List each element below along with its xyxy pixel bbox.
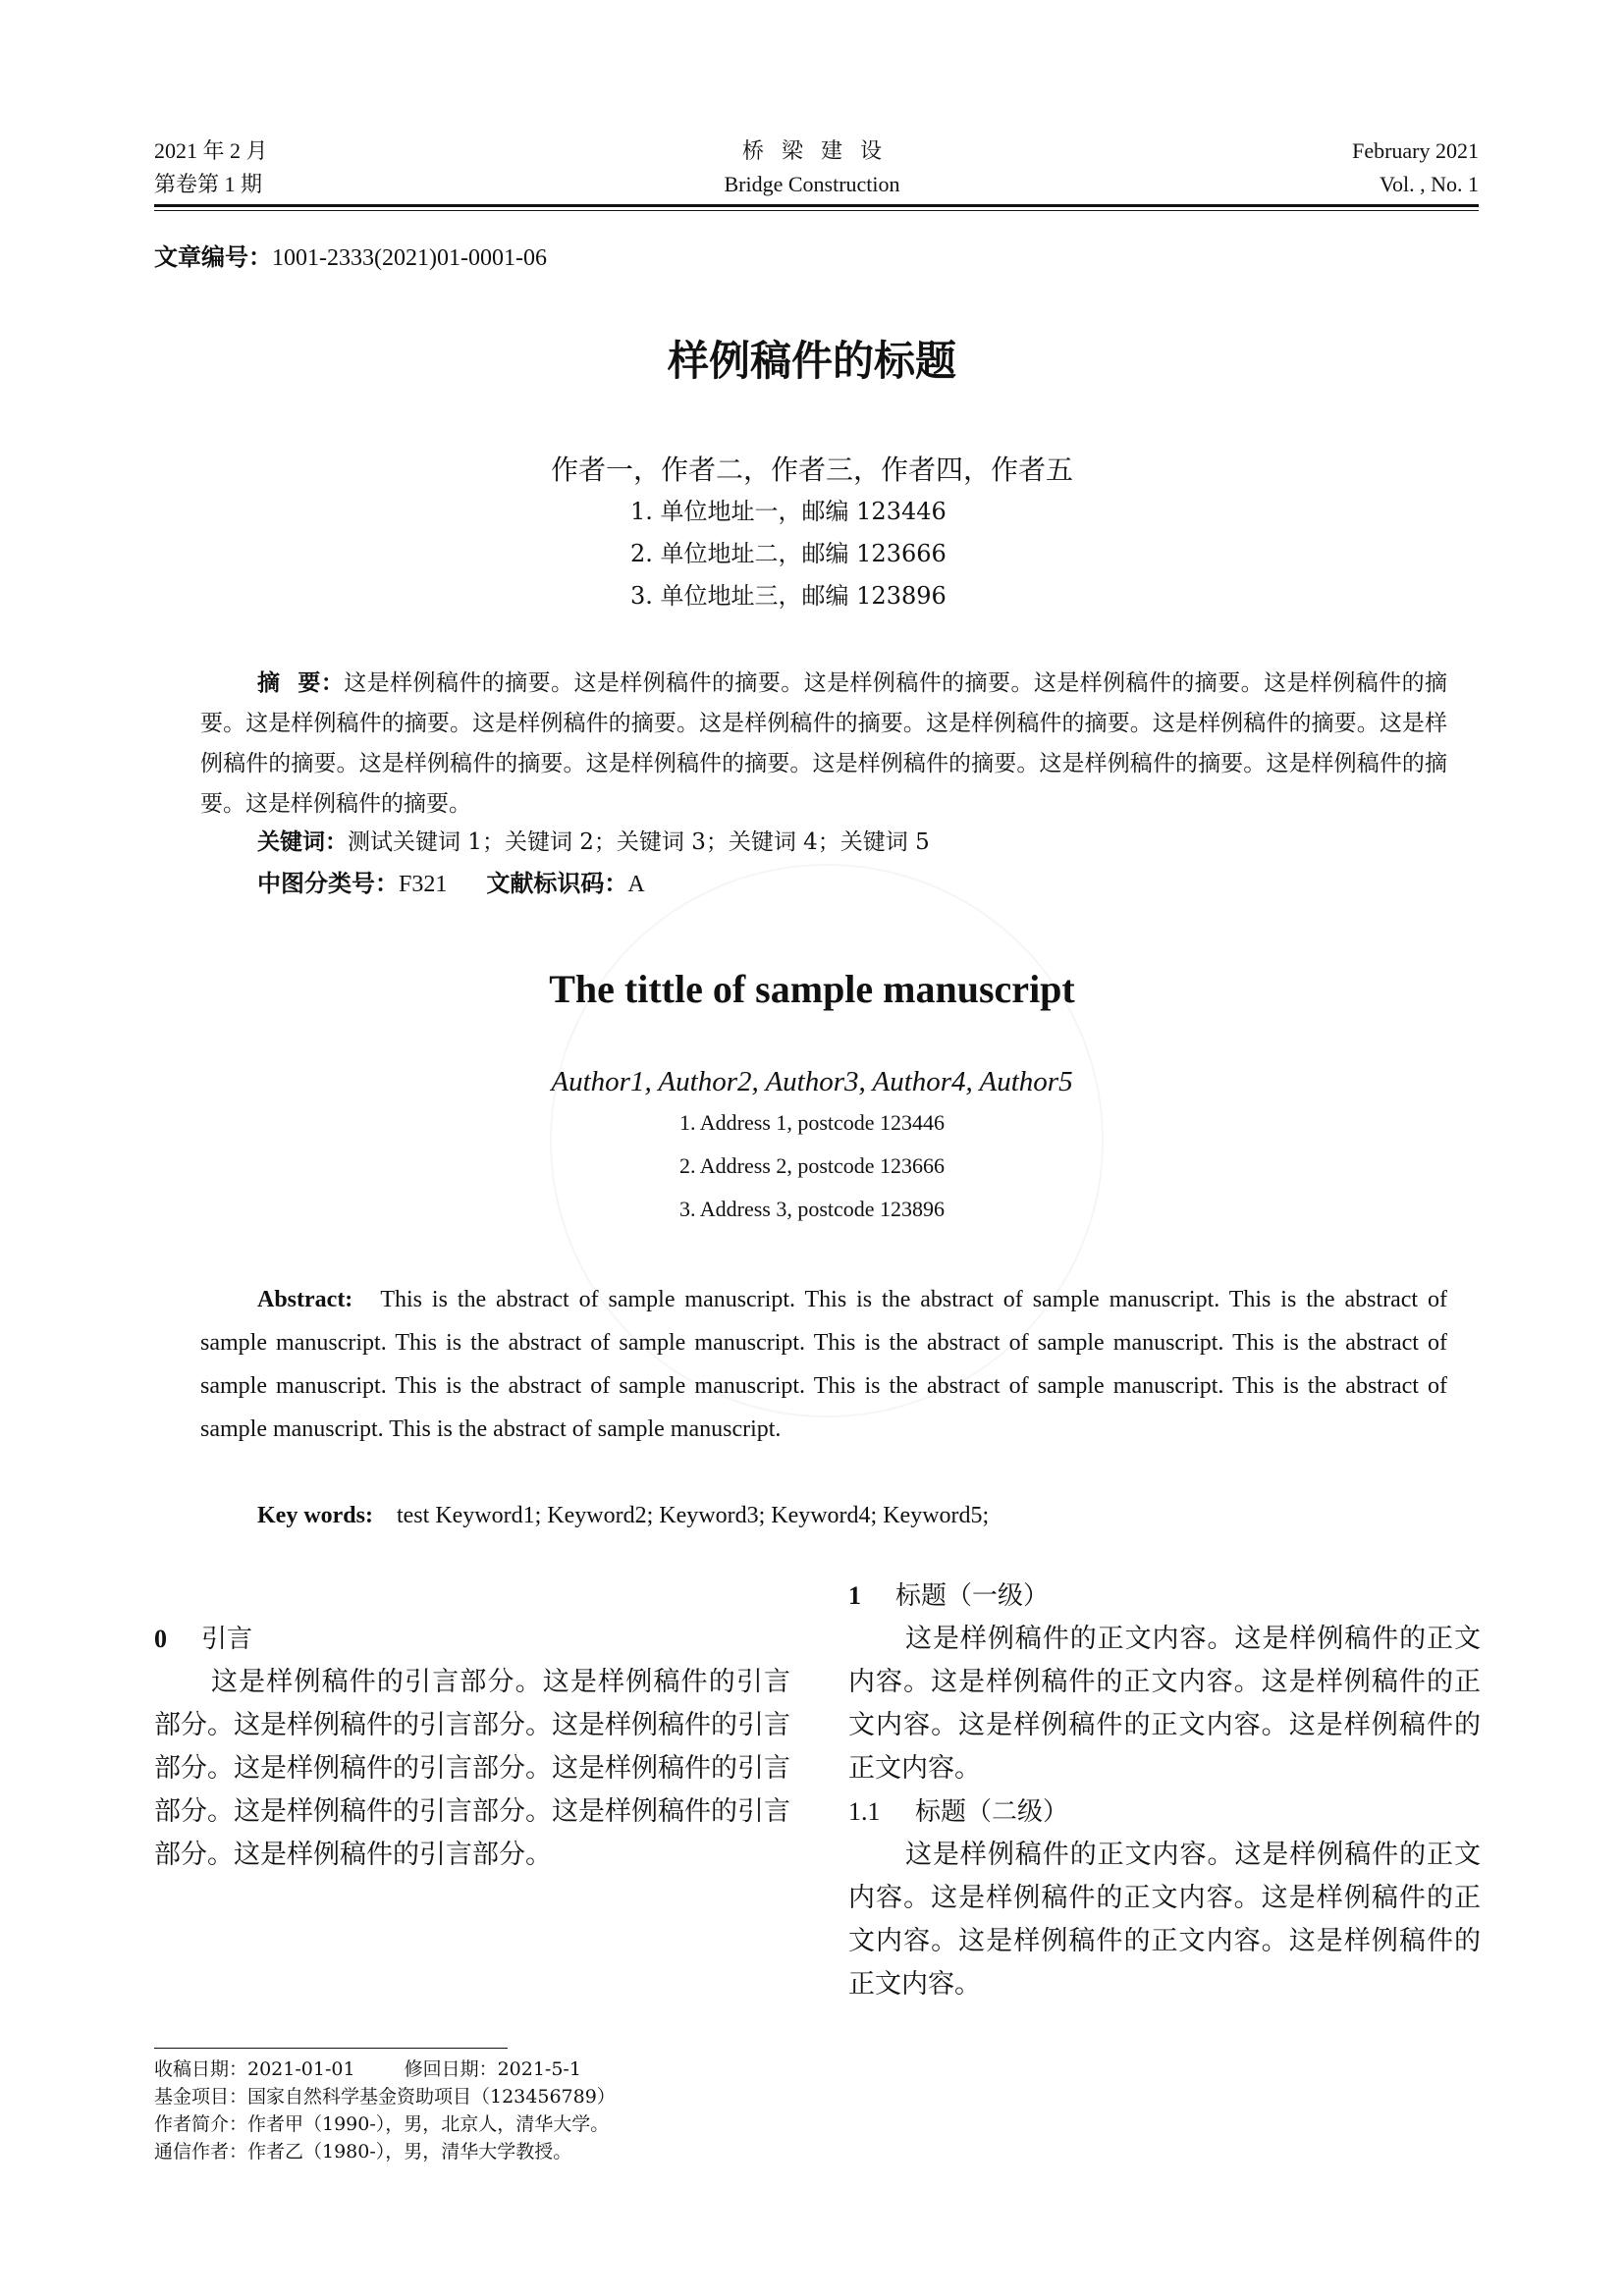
en-keywords-label: Key words: (257, 1503, 373, 1528)
subsection-number: 1.1 (848, 1797, 881, 1826)
en-abstract (200, 1278, 1447, 1451)
article-number-value: 1001-2333(2021)01-0001-06 (272, 245, 547, 271)
header-journal-name (616, 134, 1008, 201)
en-address-2: 2. Address 2, postcode 123666 (678, 1153, 946, 1178)
en-authors: Author1, Author2, Author3, Author4, Author5 (551, 1066, 1073, 1097)
section-heading-intro (154, 1618, 790, 1661)
body-left-column (154, 1618, 790, 1877)
doc-code-label: 文献标识码： (486, 870, 628, 897)
header-date: 2021 年 2 月 (154, 138, 268, 163)
section-1-paragraph: 这是样例稿件的正文内容。这是样例稿件的正文内容。这是样例稿件的正文内容。这是样例稿件的正文内容。这是样例稿件的正文内容。这是样例稿件的正文内容。 (848, 1624, 1481, 1784)
header-rule-thick (154, 204, 1479, 207)
cn-address-1 (0, 492, 1624, 531)
header-issue-en (1125, 134, 1479, 201)
en-abstract-text: This is the abstract of sample manuscript. This is the abstract of sample manuscript. This is the abstract of sample manuscript. This is the abstract of sample manuscript. This is the abstract of sample manuscript. This is the abstract of sample manuscript. This is the abstract of sample manuscript. This is the abstract of sample manuscript. This is the abstract of sample manuscript. This is the abstract of sample manuscript. (200, 1287, 1447, 1442)
footnote-dates (154, 2056, 616, 2083)
cn-address-2 (0, 534, 1624, 573)
cn-classification (257, 864, 645, 904)
received-date: 收稿日期：2021-01-01 (154, 2058, 355, 2080)
article-number (154, 240, 547, 276)
cn-keywords (257, 823, 930, 862)
header-journal-en: Bridge Construction (724, 172, 900, 196)
footnote-author-bio: 作者简介：作者甲（1990-），男，北京人，清华大学。 (154, 2113, 610, 2135)
cn-keywords-text: 测试关键词 1；关键词 2；关键词 3；关键词 4；关键词 5 (348, 829, 930, 855)
header-issue-date (154, 134, 508, 201)
header-volume-en: Vol. , No. 1 (1379, 172, 1479, 196)
header-date-en: February 2021 (1352, 138, 1479, 163)
section-heading-1 (848, 1575, 1481, 1618)
cn-abstract (200, 664, 1447, 825)
cn-address-text: 1. 单位地址一，邮编 123446 (630, 498, 947, 525)
cn-address-3 (0, 576, 1624, 615)
section-number: 1 (848, 1581, 861, 1610)
subsection-heading-1-1 (848, 1790, 1481, 1834)
footnote-rule (154, 2048, 508, 2049)
cn-abstract-text: 这是样例稿件的摘要。这是样例稿件的摘要。这是样例稿件的摘要。这是样例稿件的摘要。这是样例稿件的摘要。这是样例稿件的摘要。这是样例稿件的摘要。这是样例稿件的摘要。这是样例稿件的摘要。这是样例稿件的摘要。这是样例稿件的摘要。这是样例稿件的摘要。这是样例稿件的摘要。这是样例稿件的摘要。这是样例稿件的摘要。这是样例稿件的摘要。这是样例稿件的摘要。 (200, 670, 1448, 817)
cn-abstract-label: 摘要： (257, 670, 345, 696)
en-address-1: 1. Address 1, postcode 123446 (678, 1110, 946, 1135)
article-number-label: 文章编号： (154, 243, 272, 271)
clc-label: 中图分类号： (257, 870, 399, 897)
cn-title: 样例稿件的标题 (667, 337, 956, 385)
doc-code-value: A (627, 872, 645, 897)
cn-address-text: 2. 单位地址二，邮编 123666 (630, 540, 947, 567)
footnote-fund: 基金项目：国家自然科学基金资助项目（123456789） (154, 2086, 616, 2108)
subsection-1-1-paragraph: 这是样例稿件的正文内容。这是样例稿件的正文内容。这是样例稿件的正文内容。这是样例稿件的正文内容。这是样例稿件的正文内容。这是样例稿件的正文内容。 (848, 1840, 1481, 2000)
footnote-corresponding: 通信作者：作者乙（1980-），男，清华大学教授。 (154, 2141, 572, 2163)
clc-value: F321 (399, 872, 448, 897)
en-abstract-label: Abstract: (257, 1287, 353, 1312)
header-volume-cn: 第卷第 1 期 (154, 172, 263, 196)
section-title: 标题（一级） (895, 1581, 1050, 1611)
header-journal-cn: 桥梁建设 (741, 138, 899, 163)
cn-keywords-label: 关键词： (257, 829, 348, 855)
en-keywords (257, 1496, 989, 1535)
cn-authors: 作者一，作者二，作者三，作者四，作者五 (550, 454, 1073, 486)
cn-address-text: 3. 单位地址三，邮编 123896 (630, 582, 947, 610)
footnotes (154, 2056, 616, 2165)
section-title: 引言 (201, 1625, 253, 1654)
body-right-column (848, 1575, 1481, 2006)
en-title: The tittle of sample manuscript (549, 967, 1075, 1011)
subsection-title: 标题（二级） (915, 1797, 1069, 1827)
section-number: 0 (154, 1625, 167, 1653)
en-keywords-text: test Keyword1; Keyword2; Keyword3; Keyword4; Keyword5; (396, 1503, 990, 1528)
revised-date: 修回日期：2021-5-1 (404, 2058, 581, 2080)
header-rule-thin (154, 210, 1479, 211)
en-address-3: 3. Address 3, postcode 123896 (678, 1197, 946, 1221)
intro-paragraph: 这是样例稿件的引言部分。这是样例稿件的引言部分。这是样例稿件的引言部分。这是样例稿件的引言部分。这是样例稿件的引言部分。这是样例稿件的引言部分。这是样例稿件的引言部分。这是样例稿件的引言部分。这是样例稿件的引言部分。 (154, 1667, 790, 1870)
